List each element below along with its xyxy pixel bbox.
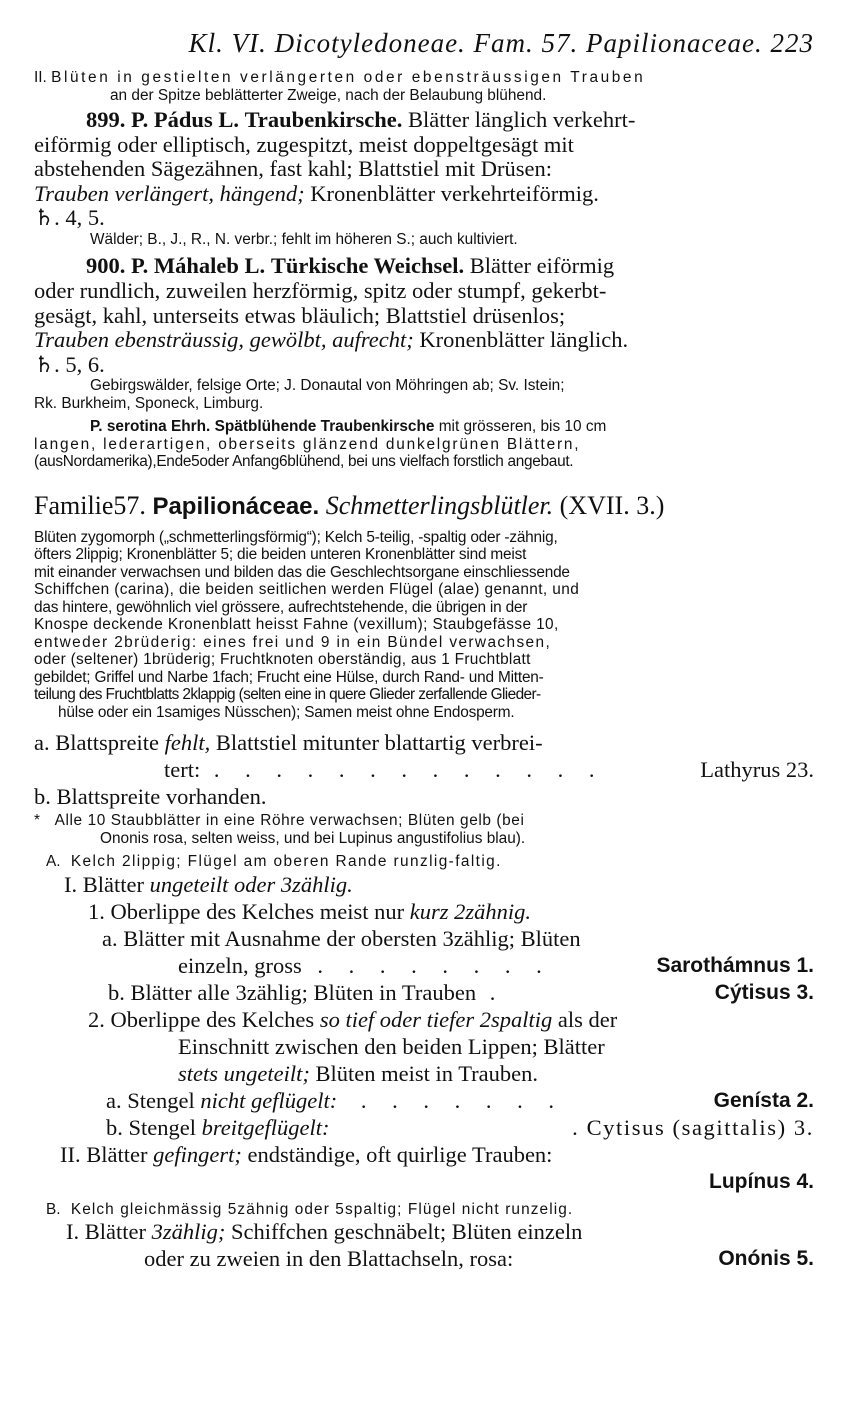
- entry-899-name: P. Pádus L.: [131, 107, 239, 132]
- key-2-text1a: Oberlippe des Kelches: [110, 1006, 315, 1032]
- section-ii: [34, 69, 814, 104]
- entry-900-text2: oder rundlich, zuweilen herzförmig, spitz oder stumpf, gekerbt-: [34, 278, 607, 304]
- key-II-text2: endständige, oft quirlige Trauben:: [247, 1141, 553, 1167]
- family-desc-line: gebildet; Griffel und Narbe 1fach; Frucht eine Hülse, durch Rand- und Mitten-: [34, 668, 544, 686]
- key-2a-text: Stengel: [127, 1087, 195, 1113]
- key-I-label: I.: [64, 871, 78, 897]
- entry-899-number: 899.: [86, 107, 126, 132]
- key-II: [34, 1141, 814, 1168]
- note-serotina: [34, 418, 814, 471]
- entry-900-text4: Kronenblätter länglich.: [419, 327, 629, 353]
- entry-899-text4: Kronenblätter verkehrteiförmig.: [310, 180, 599, 206]
- key-b: [34, 783, 814, 810]
- key-a: [34, 729, 814, 756]
- family-description: [34, 529, 814, 722]
- family-desc-line: Knospe deckende Kronenblatt heisst Fahne (vexillum); Staubgefässe 10,: [34, 616, 559, 634]
- key-BI-cont: [34, 1245, 814, 1272]
- key-2a-label: a.: [106, 1087, 122, 1113]
- key-II-genus: Lupínus 4.: [709, 1169, 814, 1193]
- key-B: [34, 1201, 814, 1219]
- key-I-italic: ungeteilt oder 3zählig.: [149, 871, 353, 897]
- note-serotina-text3: (ausNordamerika),Ende5oder Anfang6blühend, bei uns vielfach forstlich angebaut.: [34, 453, 574, 471]
- key-a-text1: Blattspreite: [55, 730, 159, 756]
- entry-900-number: 900.: [86, 253, 126, 279]
- entry-900-text3: gesägt, kahl, unterseits etwas bläulich; Blattstiel drüsenlos;: [34, 302, 566, 328]
- note-serotina-name: P. serotina Ehrh.: [90, 418, 211, 436]
- key-BI-text2: oder zu zweien in den Blattachseln, rosa:: [144, 1246, 514, 1272]
- key-1a-genus: Sarothámnus 1.: [656, 953, 814, 977]
- key-2-text1b: als der: [557, 1006, 618, 1032]
- key-1: [34, 898, 814, 925]
- key-II-cont: [34, 1168, 814, 1195]
- key-2: [34, 1006, 814, 1033]
- key-2b-label: b.: [106, 1114, 123, 1140]
- note-serotina-text2: langen, lederartigen, oberseits glänzend dunkelgrünen Blättern,: [34, 435, 581, 453]
- key-B-label: B.: [46, 1200, 61, 1218]
- key-b-label: b.: [34, 784, 51, 810]
- section-ii-text-2: an der Spitze beblätterter Zweige, nach der Belaubung blühend.: [110, 86, 547, 104]
- family-desc-line: hülse oder ein 1samiges Nüsschen); Samen meist ohne Endosperm.: [58, 703, 515, 721]
- key-1a-cont: [34, 952, 814, 979]
- key-2a-italic: nicht geflügelt:: [200, 1087, 338, 1113]
- key-a-text2: Blattstiel mitunter blattartig verbrei-: [215, 730, 543, 756]
- family-desc-line: entweder 2brüderig: eines frei und 9 in ein Bündel verwachsen,: [34, 633, 552, 651]
- key-star: [34, 812, 814, 847]
- section-ii-label: II.: [34, 69, 47, 86]
- key-II-text1: Blätter: [86, 1141, 148, 1167]
- entry-900-text1: Blätter eiförmig: [469, 253, 615, 279]
- key-1-italic: kurz 2zähnig.: [409, 898, 532, 924]
- key-BI-text1a: Blätter: [84, 1219, 146, 1245]
- running-head: Kl. VI. Dicotyledoneae. Fam. 57. Papilionaceae. 223: [188, 28, 814, 58]
- key-A-text: Kelch 2lippig; Flügel am oberen Rande runzlig-faltig.: [70, 853, 502, 871]
- entry-899-text3: abstehenden Sägezähnen, fast kahl; Blattstiel mit Drüsen:: [34, 156, 552, 182]
- entry-900-habitat-1: Gebirgswälder, felsige Orte; J. Donautal von Möhringen ab; Sv. Istein;: [90, 377, 565, 395]
- family-desc-line: teilung des Fruchtblatts 2klappig (selten eine in quere Glieder zerfallende Glieder-: [34, 686, 541, 704]
- key-1b-label: b.: [108, 979, 125, 1005]
- entry-899-italic: Trauben verlängert, hängend;: [34, 180, 305, 206]
- key-BI-label: I.: [66, 1219, 80, 1245]
- key-b-text: Blattspreite vorhanden.: [56, 784, 267, 810]
- key-1-label: 1.: [88, 898, 105, 924]
- key-1b-dot: .: [489, 979, 496, 1005]
- key-1-text: Oberlippe des Kelches meist nur: [110, 898, 405, 924]
- key-star-text1: Alle 10 Staubblätter in eine Röhre verwachsen; Blüten gelb (bei: [54, 812, 525, 830]
- key-A: [34, 853, 814, 871]
- key-BI-text1b: Schiffchen geschnäbelt; Blüten einzeln: [231, 1219, 583, 1245]
- key-II-label: II.: [60, 1141, 81, 1167]
- key-a-label: a.: [34, 730, 50, 756]
- family-desc-line: öfters 2lippig; Kronenblätter 5; die beiden unteren Kronenblätter sind meist: [34, 546, 527, 564]
- entry-900-name: P. Máhaleb L.: [131, 253, 266, 279]
- key-star-text2: Ononis rosa, selten weiss, und bei Lupinus angustifolius blau).: [100, 829, 526, 847]
- key-1a: [34, 925, 814, 952]
- family-desc-line: oder (seltener) 1brüderig; Fruchtknoten oberständig, aus 1 Fruchtblatt: [34, 651, 531, 669]
- family-heading: [34, 491, 814, 521]
- key-BI-italic: 3zählig;: [151, 1219, 226, 1245]
- page: [34, 28, 814, 1272]
- key-2-cont-1: [34, 1033, 814, 1060]
- entry-900-habitat-2: Rk. Burkheim, Sponeck, Limburg.: [34, 394, 264, 412]
- family-linnean: (XVII. 3.): [559, 490, 665, 520]
- key-A-label: A.: [46, 853, 61, 871]
- entry-899-text2: eiförmig oder elliptisch, zugespitzt, meist doppeltgesägt mit: [34, 131, 574, 157]
- key-2a: [34, 1087, 814, 1114]
- key-a-italic: fehlt,: [164, 730, 211, 756]
- entry-899-flowering: ♄. 4, 5.: [34, 205, 105, 231]
- family-desc-line: Schiffchen (carina), die beiden seitlichen werden Flügel (alae) genannt, und: [34, 581, 580, 599]
- key-2-label: 2.: [88, 1006, 105, 1032]
- key-I: [34, 871, 814, 898]
- key-2a-dots: . . . . . . .: [360, 1087, 564, 1113]
- key-2b-italic: breitgeflügelt:: [201, 1114, 330, 1140]
- key-1b-genus: Cýtisus 3.: [714, 980, 814, 1004]
- key-star-mark: *: [34, 812, 41, 830]
- key-1a-label: a.: [102, 925, 118, 951]
- key-1a-text1: Blätter mit Ausnahme der obersten 3zählig; Blüten: [123, 925, 581, 951]
- key-2b-text: Stengel: [128, 1114, 196, 1140]
- key-a-genus: Lathyrus 23.: [700, 757, 814, 783]
- key-BI: [34, 1218, 814, 1245]
- key-2b-rest: . Cytisus (sagittalis) 3.: [572, 1114, 814, 1140]
- entry-899: [34, 108, 814, 231]
- entry-900-flowering: ♄. 5, 6.: [34, 351, 105, 377]
- key-1a-dots: . . . . . . . .: [317, 952, 552, 978]
- family-name: Papilionáceae.: [152, 492, 320, 520]
- family-prefix: Familie57.: [34, 490, 146, 520]
- entry-899-text1: Blätter länglich verkehrt-: [407, 107, 636, 132]
- section-ii-text: Blüten in gestielten verlängerten oder ebensträussigen Trauben: [51, 69, 646, 86]
- entry-900-common: Türkische Weichsel.: [270, 253, 465, 279]
- key-1a-text2: einzeln, gross: [178, 952, 302, 978]
- family-desc-line: mit einander verwachsen und bilden das die Geschlechtsorgane einschliessende: [34, 563, 570, 581]
- entry-900-italic: Trauben ebensträussig, gewölbt, aufrecht;: [34, 327, 414, 353]
- entry-900: [34, 254, 814, 377]
- key-2-italic1: so tief oder tiefer 2spaltig: [319, 1006, 553, 1032]
- family-desc-line: Blüten zygomorph („schmetterlingsförmig“); Kelch 5-teilig, -spaltig oder -zähnig,: [34, 528, 558, 546]
- key-a-text3: tert:: [164, 757, 201, 783]
- key-BI-genus: Onónis 5.: [718, 1247, 814, 1271]
- note-serotina-common: Spätblühende Traubenkirsche: [214, 418, 435, 436]
- key-2-text2: Einschnitt zwischen den beiden Lippen; Blätter: [178, 1033, 605, 1059]
- key-a-dots: . . . . . . . . . . . . .: [213, 757, 605, 783]
- key-B-text: Kelch gleichmässig 5zähnig oder 5spaltig; Flügel nicht runzelig.: [70, 1200, 574, 1218]
- genus-key: [34, 729, 814, 1272]
- family-common: Schmetterlingsblütler.: [325, 490, 554, 520]
- key-a-cont: [34, 756, 814, 783]
- key-1b: [34, 979, 814, 1006]
- key-2-text3: Blüten meist in Trauben.: [315, 1060, 538, 1086]
- entry-899-habitat: Wälder; B., J., R., N. verbr.; fehlt im höheren S.; auch kultiviert.: [90, 230, 518, 248]
- key-I-text: Blätter: [82, 871, 144, 897]
- key-2a-genus: Genísta 2.: [713, 1088, 814, 1112]
- key-2-cont-2: [34, 1060, 814, 1087]
- family-desc-line: das hintere, gewöhnlich viel grössere, aufrechtstehende, die übrigen in der: [34, 598, 528, 616]
- key-2b: [34, 1114, 814, 1141]
- note-serotina-text1: mit grösseren, bis 10 cm: [438, 418, 607, 436]
- key-1b-text: Blätter alle 3zählig; Blüten in Trauben: [130, 979, 477, 1005]
- key-2-italic3: stets ungeteilt;: [178, 1060, 310, 1086]
- key-II-italic: gefingert;: [153, 1141, 242, 1167]
- entry-899-common: Traubenkirsche.: [244, 107, 403, 132]
